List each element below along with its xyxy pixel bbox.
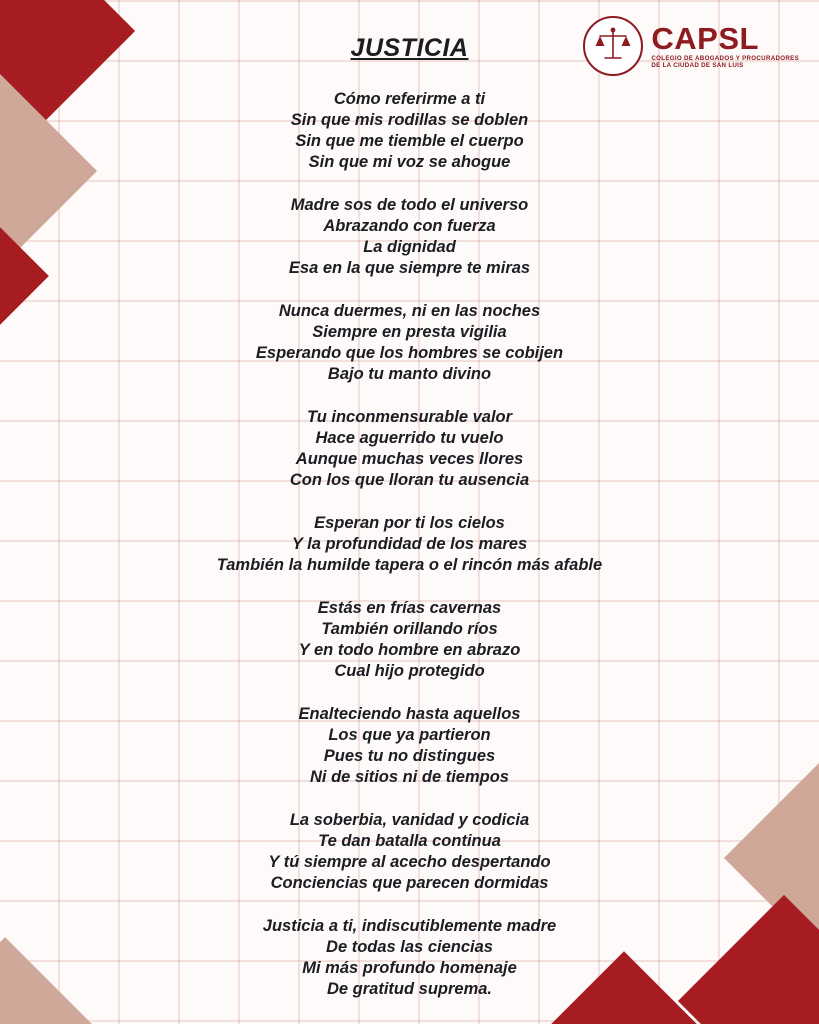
poem-line: Sin que mi voz se ahogue xyxy=(308,153,511,171)
stanza xyxy=(0,916,819,1000)
poem-line: Madre sos de todo el universo xyxy=(290,196,529,214)
poem-line: Esperan por ti los cielos xyxy=(314,514,505,532)
logo-subtitle-line-2: DE LA CIUDAD DE SAN LUIS xyxy=(651,62,744,69)
stanza xyxy=(0,301,819,385)
logo-acronym: CAPSL xyxy=(651,20,759,56)
stanza xyxy=(0,195,819,279)
poem-line: Aunque muchas veces llores xyxy=(295,450,524,468)
poem-line: Hace aguerrido tu vuelo xyxy=(315,429,504,447)
stanza xyxy=(0,704,819,788)
poem-line: Justicia a ti, indiscutiblemente madre xyxy=(262,917,557,935)
poem-line: Sin que mis rodillas se doblen xyxy=(290,111,529,129)
poem-line: Sin que me tiemble el cuerpo xyxy=(295,132,524,150)
poem-line: La soberbia, vanidad y codicia xyxy=(289,811,530,829)
stanza xyxy=(0,810,819,894)
poem-line: Esa en la que siempre te miras xyxy=(288,259,531,277)
poem-line: Enalteciendo hasta aquellos xyxy=(298,705,521,723)
poem-line: También orillando ríos xyxy=(321,620,498,638)
poem-line: Los que ya partieron xyxy=(328,726,491,744)
poem-line: Nunca duermes, ni en las noches xyxy=(278,302,541,320)
poem-line: Siempre en presta vigilia xyxy=(312,323,507,341)
stanza xyxy=(0,598,819,682)
poem-line: Y tú siempre al acecho despertando xyxy=(268,853,551,871)
poem-line: Bajo tu manto divino xyxy=(327,365,492,383)
poem-line: Cual hijo protegido xyxy=(334,662,485,680)
poem-line: Pues tu no distingues xyxy=(323,747,496,765)
poem-line: De todas las ciencias xyxy=(326,938,493,956)
poem-line: Con los que lloran tu ausencia xyxy=(289,471,530,489)
poem-line: Abrazando con fuerza xyxy=(323,217,496,235)
poem-line: Tu inconmensurable valor xyxy=(306,408,513,426)
poem-line: Te dan batalla continua xyxy=(318,832,501,850)
poem-line: La dignidad xyxy=(363,238,456,256)
poem-line: Y la profundidad de los mares xyxy=(291,535,528,553)
poem-line: Y en todo hombre en abrazo xyxy=(298,641,521,659)
stanza xyxy=(0,513,819,576)
logo-subtitle-line-1: COLEGIO DE ABOGADOS Y PROCURADORES xyxy=(651,54,799,62)
page-title: JUSTICIA xyxy=(350,34,469,62)
stanza xyxy=(0,407,819,491)
poem-line: Cómo referirme a ti xyxy=(333,90,486,108)
stanza xyxy=(0,89,819,173)
poem-line: Ni de sitios ni de tiempos xyxy=(310,768,509,786)
poem-line: Mi más profundo homenaje xyxy=(302,959,517,977)
poem-line: De gratitud suprema. xyxy=(326,980,493,998)
poem-line: Conciencias que parecen dormidas xyxy=(270,874,549,892)
poem-line: Estás en frías cavernas xyxy=(317,599,502,617)
poem-line: También la humilde tapera o el rincón más afable xyxy=(216,556,603,574)
poem-line: Esperando que los hombres se cobijen xyxy=(255,344,564,362)
